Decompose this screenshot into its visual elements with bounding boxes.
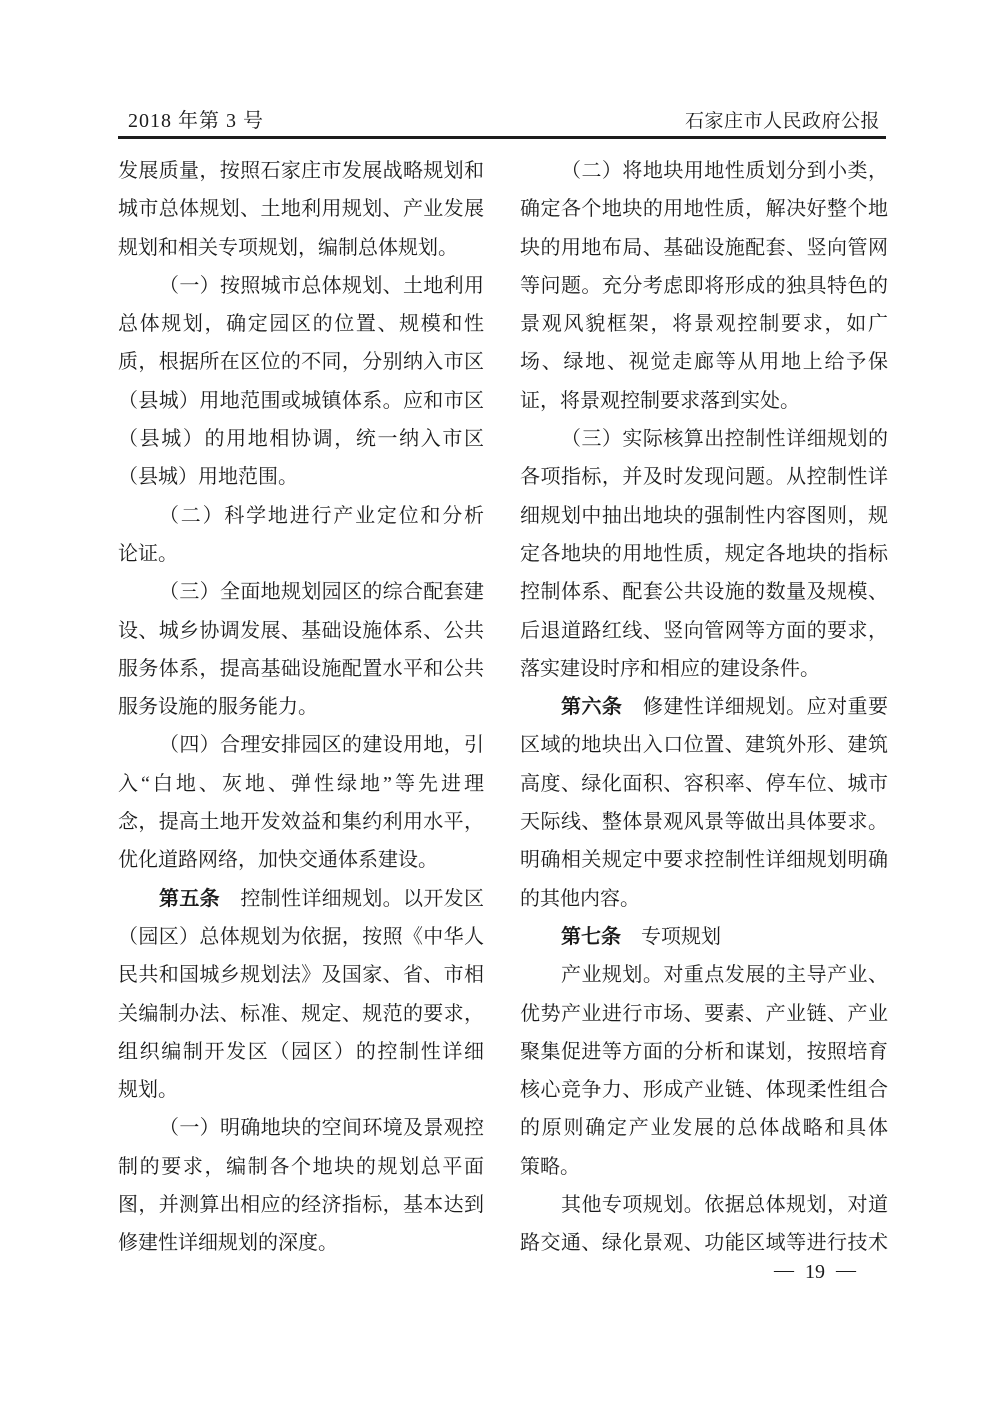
text-line: 核心竞争力、形成产业链、体现柔性组合 [520, 1079, 888, 1102]
page-number-value: 19 [805, 1261, 825, 1283]
text-line: 的其他内容。 [520, 887, 640, 910]
text-line: 细规划中抽出地块的强制性内容图则，规 [520, 504, 888, 527]
text-line: （县城）用地范围或城镇体系。应和市区 [118, 389, 484, 412]
text-line: （二）将地块用地性质划分到小类， [561, 160, 888, 182]
text-line: （县城）的用地相协调，统一纳入市区 [118, 428, 484, 451]
text-line: 第七条 专项规划 [561, 925, 721, 948]
text-line: 优化道路网络，加快交通体系建设。 [118, 849, 438, 872]
text-line: 论证。 [118, 542, 178, 565]
text-line: 高度、绿化面积、容积率、停车位、城市 [520, 772, 888, 795]
text-line: （三）全面地规划园区的综合配套建 [159, 581, 484, 604]
text-line: （县城）用地范围。 [118, 466, 298, 489]
text-line: 天际线、整体景观风景等做出具体要求。 [520, 811, 888, 834]
text-line: 产业规划。对重点发展的主导产业、 [561, 964, 888, 987]
text-line: 设、城乡协调发展、基础设施体系、公共 [118, 619, 484, 642]
text-line: 后退道路红线、竖向管网等方面的要求， [520, 619, 888, 642]
text-line: （二）科学地进行产业定位和分析 [159, 504, 484, 527]
text-line: 确定各个地块的用地性质，解决好整个地 [520, 198, 888, 221]
text-line: 控制体系、配套公共设施的数量及规模、 [520, 581, 888, 604]
text-line: 等问题。充分考虑即将形成的独具特色的 [520, 274, 888, 297]
text-line: 服务设施的服务能力。 [118, 696, 318, 719]
text-line: （四）合理安排园区的建设用地，引 [159, 734, 484, 757]
page-number [763, 1260, 867, 1284]
text-line: 明确相关规定中要求控制性详细规划明确 [520, 849, 888, 872]
text-line: 各项指标，并及时发现问题。从控制性详 [520, 466, 888, 489]
text-line: 图，并测算出相应的经济指标，基本达到 [118, 1194, 484, 1217]
text-line: 策略。 [520, 1155, 580, 1178]
text-line: 景观风貌框架，将景观控制要求，如广 [520, 313, 888, 336]
text-line: 念，提高土地开发效益和集约利用水平， [118, 811, 484, 834]
text-line: 落实建设时序和相应的建设条件。 [520, 657, 820, 680]
text-line: 质，根据所在区位的不同，分别纳入市区 [118, 351, 484, 374]
text-line: 总体规划，确定园区的位置、规模和性 [118, 313, 484, 336]
page-number-dash-left: — [774, 1259, 794, 1281]
left-text-column [118, 152, 484, 1263]
text-line: 发展质量，按照石家庄市发展战略规划和 [118, 160, 484, 182]
text-line: 证，将景观控制要求落到实处。 [520, 389, 800, 412]
text-line: 城市总体规划、土地利用规划、产业发展 [118, 198, 484, 221]
right-text-column [520, 152, 888, 1263]
header-rule [118, 136, 886, 139]
text-line: 入“白地、灰地、弹性绿地”等先进理 [118, 772, 484, 795]
text-line: 民共和国城乡规划法》及国家、省、市相 [118, 964, 484, 987]
text-line: 聚集促进等方面的分析和谋划，按照培育 [520, 1040, 888, 1063]
text-line: 组织编制开发区（园区）的控制性详细 [118, 1040, 484, 1063]
text-line: 规划。 [118, 1079, 178, 1102]
page-number-dash-right: — [836, 1259, 856, 1281]
text-line: 块的用地布局、基础设施配套、竖向管网 [520, 236, 888, 259]
text-line: （一）按照城市总体规划、土地利用 [159, 274, 484, 297]
text-line: 路交通、绿化景观、功能区域等进行技术 [520, 1232, 888, 1255]
article-number-label: 第五条 [159, 887, 220, 910]
text-line: 第五条 控制性详细规划。以开发区 [159, 887, 484, 910]
header-publication-title: 石家庄市人民政府公报 [684, 111, 880, 132]
text-line: （三）实际核算出控制性详细规划的 [561, 428, 888, 451]
article-number-label: 第六条 [561, 696, 623, 719]
text-line: （一）明确地块的空间环境及景观控 [159, 1117, 484, 1140]
text-line: 关编制办法、标准、规定、规范的要求， [118, 1002, 484, 1025]
text-line: 规划和相关专项规划，编制总体规划。 [118, 236, 458, 259]
article-number-label: 第七条 [561, 925, 621, 948]
text-line: 修建性详细规划的深度。 [118, 1232, 338, 1255]
text-line: 制的要求，编制各个地块的规划总平面 [118, 1155, 484, 1178]
text-line: 定各地块的用地性质，规定各地块的指标 [520, 542, 888, 565]
text-line: （园区）总体规划为依据，按照《中华人 [118, 925, 484, 948]
text-line: 优势产业进行市场、要素、产业链、产业 [520, 1002, 888, 1025]
text-line: 场、绿地、视觉走廊等从用地上给予保 [520, 351, 888, 374]
header-issue-number: 2018 年第 3 号 [128, 110, 264, 132]
text-line: 的原则确定产业发展的总体战略和具体 [520, 1117, 888, 1140]
text-line: 区域的地块出入口位置、建筑外形、建筑 [520, 734, 888, 757]
text-line: 第六条 修建性详细规划。应对重要 [561, 696, 888, 719]
text-line: 服务体系，提高基础设施配置水平和公共 [118, 657, 484, 680]
text-line: 其他专项规划。依据总体规划，对道 [561, 1194, 888, 1217]
